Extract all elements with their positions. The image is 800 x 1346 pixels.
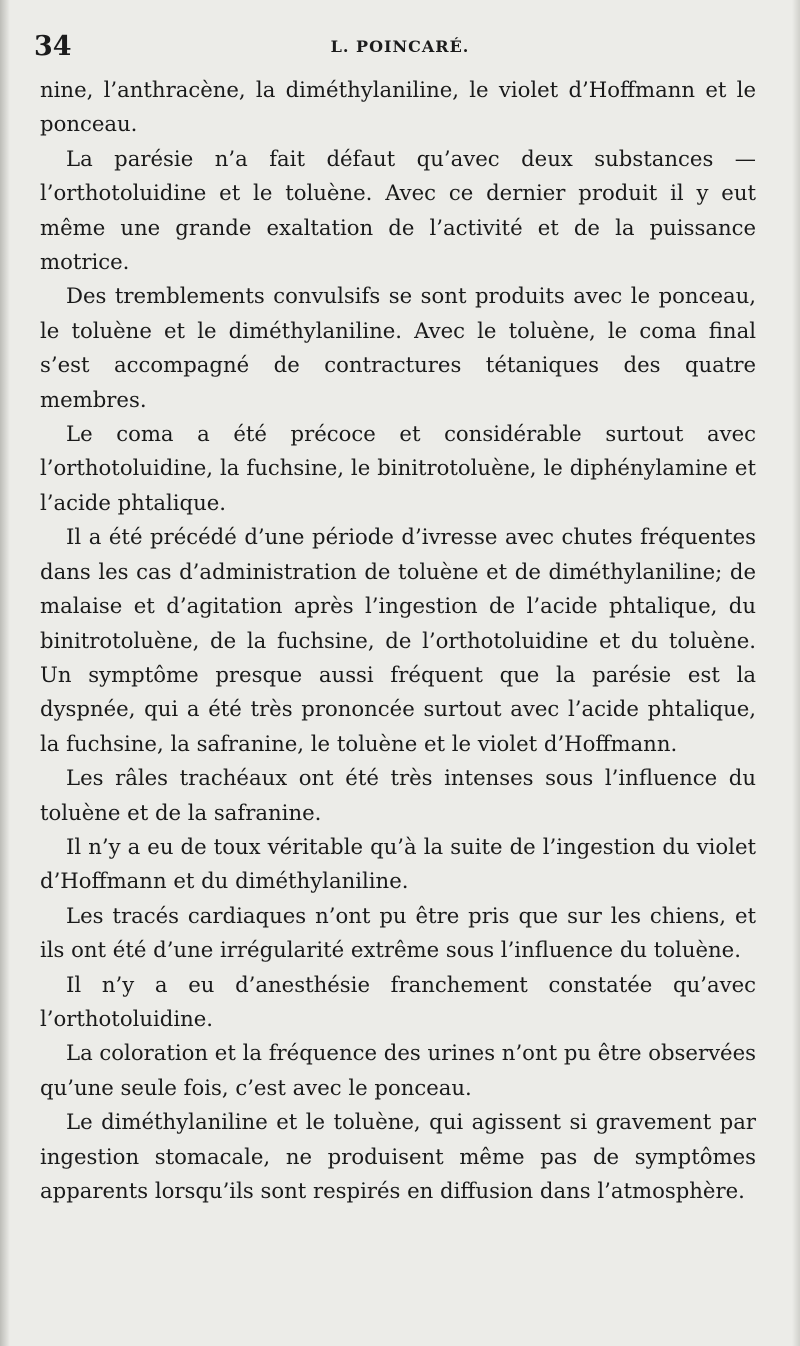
page-header (0, 30, 800, 64)
body-text (40, 73, 756, 1208)
paragraph: Le diméthylaniline et le toluène, qui agissent si gravement par ingestion stomacale, ne produisent même pas de symptômes apparents lorsqu’ils sont respirés en diffusion dans l’atmosphère. (40, 1109, 756, 1203)
paragraph: Il n’y a eu d’anesthésie franchement constatée qu’avec l’orthotoluidine. (40, 971, 756, 1031)
page-number: 34 (34, 31, 72, 62)
paragraph: Des tremblements convulsifs se sont produits avec le ponceau, le toluène et le diméthylaniline. Avec le toluène, le coma final s’est accompagné de contractures tétaniques des quatre membres. (40, 283, 756, 412)
page-gutter-shadow (0, 0, 10, 1346)
paragraph: Le coma a été précoce et considérable surtout avec l’orthotoluidine, la fuchsine, le binitrotoluène, le diphénylamine et l’acide phtalique. (40, 421, 756, 515)
paragraph: Les tracés cardiaques n’ont pu être pris que sur les chiens, et ils ont été d’une irrégularité extrême sous l’influence du toluène. (40, 902, 756, 963)
paragraph: Il a été précédé d’une période d’ivresse avec chutes fréquentes dans les cas d’administration de toluène et de diméthylaniline; de malaise et d’agitation après l’ingestion de l’acide phtalique, du binitrotoluène, de la fuchsine, de l’orthotoluidine et du toluène. Un symptôme presque aussi fréquent que la parésie est la dyspnée, qui a été très prononcée surtout avec l’acide phtalique, la fuchsine, la safranine, le toluène et le violet d’Hoffmann. (40, 524, 756, 756)
paragraph: Les râles trachéaux ont été très intenses sous l’influence du toluène et de la safranine. (40, 765, 756, 825)
page-edge (792, 0, 800, 1346)
paragraph: nine, l’anthracène, la diméthylaniline, le violet d’Hoffmann et le ponceau. (40, 77, 756, 137)
paragraph: La coloration et la fréquence des urines n’ont pu être observées qu’une seule fois, c’est avec le ponceau. (40, 1040, 757, 1100)
page-bottom-margin (0, 1306, 800, 1346)
paragraph: Il n’y a eu de toux véritable qu’à la suite de l’ingestion du violet d’Hoffmann et du diméthylaniline. (40, 833, 756, 894)
running-head: L. POINCARÉ. (330, 37, 470, 56)
paragraph: La parésie n’a fait défaut qu’avec deux substances — l’orthotoluidine et le toluène. Avec ce dernier produit il y eut même une grande exaltation de l’activité et de la puissance motrice. (40, 145, 756, 275)
